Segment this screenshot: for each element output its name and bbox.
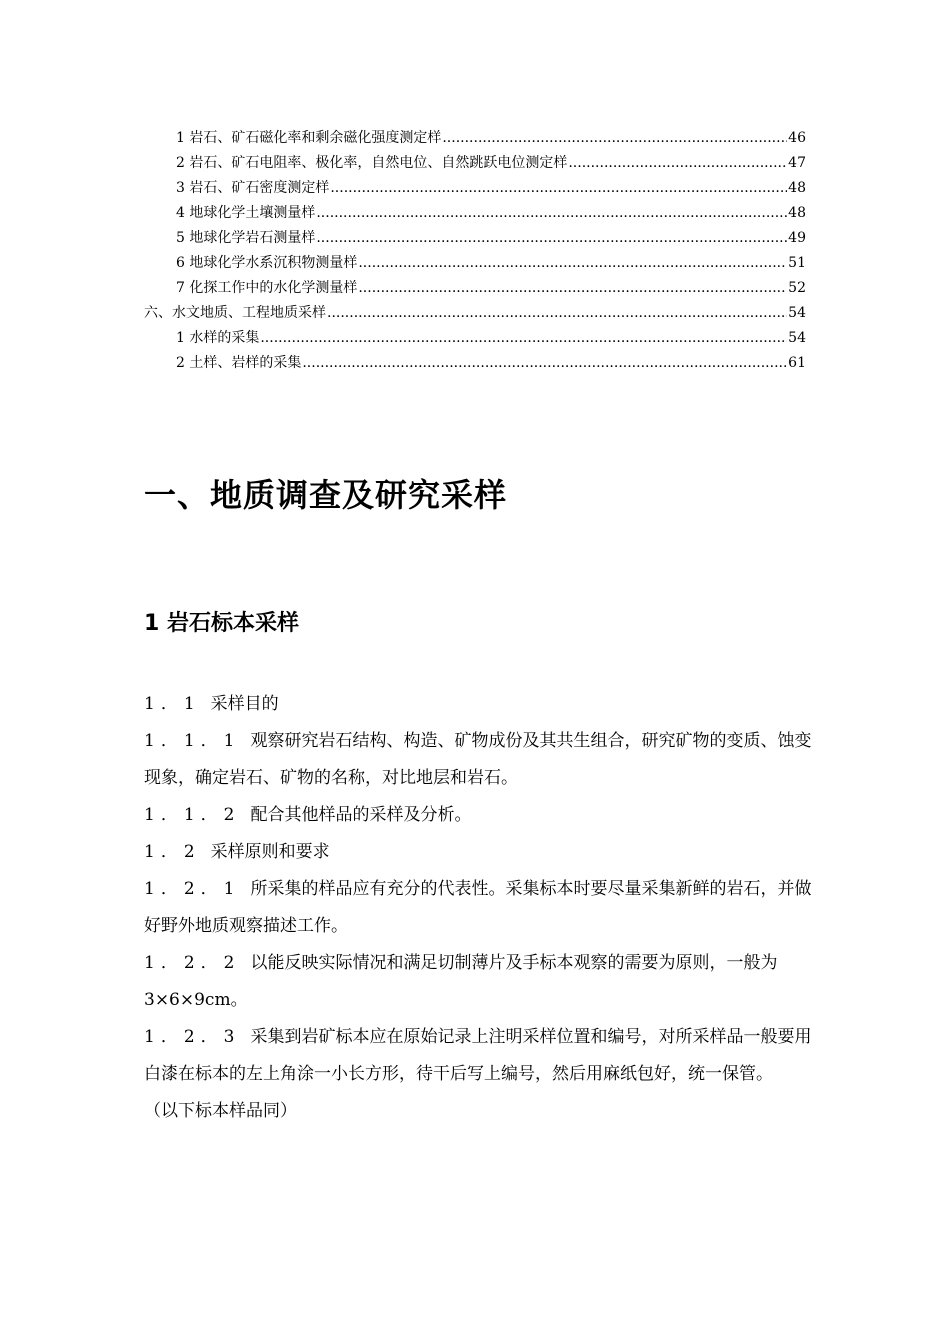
paragraph-text: 以能反映实际情况和满足切制薄片及手标本观察的需要为原则，一般为3×6×9cm。 xyxy=(144,953,778,1010)
toc-entry-title: 7 化探工作中的水化学测量样 xyxy=(176,280,358,296)
paragraph-note xyxy=(144,1093,824,1130)
paragraph xyxy=(144,686,824,723)
paragraph xyxy=(144,871,824,945)
toc-entry[interactable] xyxy=(144,276,806,301)
toc-leader-dots xyxy=(327,301,787,326)
toc-entry[interactable] xyxy=(144,226,806,251)
toc-leader-dots xyxy=(568,151,787,176)
toc-entry[interactable] xyxy=(144,176,806,201)
paragraph-text: 所采集的样品应有充分的代表性。采集标本时要尽量采集新鲜的岩石，并做好野外地质观察描述工作。 xyxy=(144,879,812,936)
toc-entry[interactable] xyxy=(144,251,806,276)
toc-entry[interactable] xyxy=(144,126,806,151)
paragraph-text: （以下标本样品同） xyxy=(144,1101,297,1121)
toc-entry[interactable] xyxy=(144,201,806,226)
toc-entry-title: 六、水文地质、工程地质采样 xyxy=(144,305,326,321)
paragraph-text: 配合其他样品的采样及分析。 xyxy=(250,805,472,825)
toc-entry[interactable] xyxy=(144,301,806,326)
toc-entry-page: 52 xyxy=(788,280,806,296)
toc-leader-dots xyxy=(358,251,787,276)
clause-number: 1．2 xyxy=(144,842,201,862)
toc-leader-dots xyxy=(330,176,787,201)
paragraph xyxy=(144,797,824,834)
toc-entry[interactable] xyxy=(144,351,806,376)
toc-entry-title: 5 地球化学岩石测量样 xyxy=(176,230,316,246)
table-of-contents xyxy=(144,126,806,376)
paragraph-text: 观察研究岩石结构、构造、矿物成份及其共生组合，研究矿物的变质、蚀变现象，确定岩石、矿物的名称，对比地层和岩石。 xyxy=(144,731,812,788)
toc-entry-title: 2 岩石、矿石电阻率、极化率，自然电位、自然跳跃电位测定样 xyxy=(176,155,568,171)
paragraph xyxy=(144,1019,824,1093)
toc-entry-page: 51 xyxy=(788,255,806,271)
toc-entry-title: 2 土样、岩样的采集 xyxy=(176,355,302,371)
body-text xyxy=(144,686,824,1130)
toc-entry-page: 49 xyxy=(788,230,806,246)
toc-entry-page: 61 xyxy=(788,355,806,371)
toc-entry[interactable] xyxy=(144,151,806,176)
clause-number: 1．2．1 xyxy=(144,879,241,899)
toc-entry-page: 48 xyxy=(788,180,806,196)
clause-number: 1．1．1 xyxy=(144,731,241,751)
toc-entry-title: 3 岩石、矿石密度测定样 xyxy=(176,180,330,196)
chapter-heading: 一、地质调查及研究采样 xyxy=(144,476,508,514)
toc-entry-title: 6 地球化学水系沉积物测量样 xyxy=(176,255,358,271)
toc-leader-dots xyxy=(358,276,787,301)
paragraph-text: 采集到岩矿标本应在原始记录上注明采样位置和编号，对所采样品一般要用白漆在标本的左上角涂一小长方形，待干后写上编号，然后用麻纸包好，统一保管。 xyxy=(144,1027,812,1084)
toc-leader-dots xyxy=(316,226,787,251)
clause-number: 1．1．2 xyxy=(144,805,241,825)
toc-leader-dots xyxy=(302,351,787,376)
paragraph xyxy=(144,945,824,1019)
paragraph xyxy=(144,723,824,797)
section-heading: 1 岩石标本采样 xyxy=(144,611,299,636)
paragraph-text: 采样原则和要求 xyxy=(210,842,330,862)
toc-entry-page: 46 xyxy=(788,130,806,146)
toc-entry[interactable] xyxy=(144,326,806,351)
toc-entry-page: 47 xyxy=(788,155,806,171)
clause-number: 1．2．3 xyxy=(144,1027,241,1047)
toc-leader-dots xyxy=(316,201,787,226)
toc-leader-dots xyxy=(260,326,787,351)
toc-entry-title: 1 岩石、矿石磁化率和剩余磁化强度测定样 xyxy=(176,130,442,146)
toc-entry-page: 48 xyxy=(788,205,806,221)
toc-leader-dots xyxy=(442,126,787,151)
clause-number: 1．1 xyxy=(144,694,201,714)
toc-entry-page: 54 xyxy=(788,305,806,321)
toc-entry-page: 54 xyxy=(788,330,806,346)
paragraph-text: 采样目的 xyxy=(210,694,279,714)
clause-number: 1．2．2 xyxy=(144,953,241,973)
toc-entry-title: 1 水样的采集 xyxy=(176,330,260,346)
paragraph xyxy=(144,834,824,871)
toc-entry-title: 4 地球化学土壤测量样 xyxy=(176,205,316,221)
